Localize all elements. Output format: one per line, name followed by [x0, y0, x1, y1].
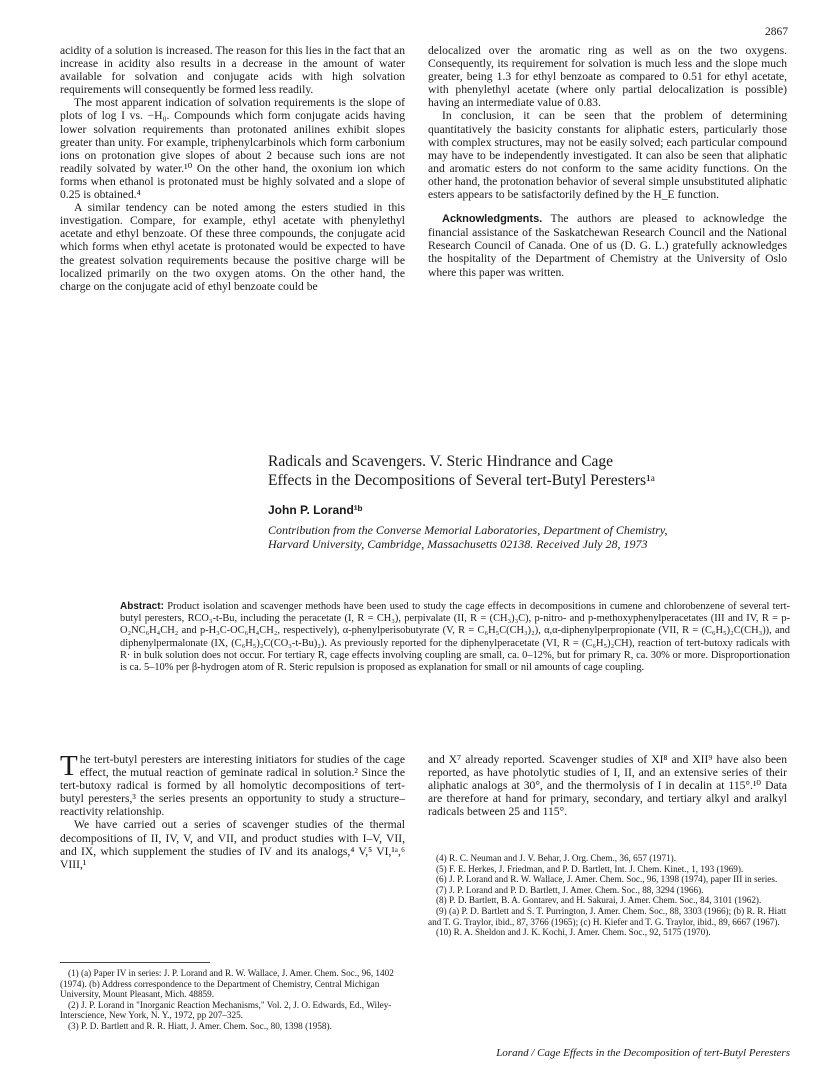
abstract-text: Product isolation and scavenger methods have been used to study the cage effects in decompositions in cumene and chlorobenzene of several tert-butyl peresters, RCO₃-t-Bu, including the peracetate (I, R = CH₃), perpivalate (II, R = (CH₃)₃C), p-nitro- and p-methoxyphenylperacetates (III and IV, R = p-O₂NC₆H₄CH₂ and p-H₃C-OC₆H₄CH₂, respectively), α-phenylperisobutyrate (V, R = C₆H₅C(CH₃)₂), α,α-diphenylperpropionate (VII, R = (C₆H₅)₂C(CH₃)), and diphenylpermalonate (IX, (C₆H₅)₂C(CO₃-t-Bu)₂). As previously reported for the diphenylperacetate (VI, R = (C₆H₅)₂CH), reaction of tert-butoxy radicals with R· in bulk solution does not occur. For tertiary R, cage effects involving coupling are small, ca. 0–12%, but for primary R, ca. 30% or more. Disproportionation is ca. 5–10% per β-hydrogen atom of R. Steric repulsion is proposed as explanation for small or nil amounts of cage coupling. — [120, 601, 790, 674]
acknowledgments-heading: Acknowledgments. — [442, 213, 543, 226]
abstract-heading: Abstract: — [120, 601, 164, 612]
footnote: (5) F. E. Herkes, J. Friedman, and P. D. Bartlett, Int. J. Chem. Kinet., 1, 193 (1969). — [436, 863, 744, 874]
affiliation-line-1: Contribution from the Converse Memorial Laboratories, Department of Chemistry, — [268, 523, 668, 537]
footnote-rule — [60, 962, 210, 963]
paragraph: and X⁷ already reported. Scavenger studies of XI⁸ and XII⁹ have also been reported, as have photolytic studies of I, II, and an extensive series of their aliphatic analogs at 30°, and the thermolysis of I in decalin at 115°.¹⁰ Data are therefore at hand for primary, secondary, and tertiary alkyl and aralkyl radicals between 25 and 115°. — [428, 753, 787, 819]
footnote: (3) P. D. Bartlett and R. R. Hiatt, J. Amer. Chem. Soc., 80, 1398 (1958). — [68, 1020, 332, 1031]
article-title — [268, 452, 788, 490]
footnote: (4) R. C. Neuman and J. V. Behar, J. Org. Chem., 36, 657 (1971). — [436, 853, 677, 863]
paragraph: A similar tendency can be noted among the esters studied in this investigation. Compare, for example, ethyl acetate with phenylethyl acetate and ethyl benzoate. Of these three compounds, the conjugate acid which forms when ethyl acetate is protonated would be expected to have the greatest solvation requirements because the positive charge will be localized primarily on the two oxygen atoms. On the other hand, the charge on the conjugate acid of ethyl benzoate could be — [60, 201, 405, 293]
page-number: 2867 — [765, 26, 788, 38]
footnote: (2) J. P. Lorand in "Inorganic Reaction Mechanisms," Vol. 2, J. O. Edwards, Ed., Wiley-Interscience, New York, N. Y., 1972, pp 207–325. — [60, 999, 392, 1021]
running-footer: Lorand / Cage Effects in the Decomposition of tert-Butyl Peresters — [496, 1047, 790, 1059]
footnotes-right — [428, 853, 787, 938]
author: John P. Lorand¹ᵇ — [268, 503, 363, 517]
paragraph: The most apparent indication of solvation requirements is the slope of plots of log I vs. −H₀. Compounds which form conjugate acids having lower solvation requirements than protonated anilines exhibit slopes greater than unity. For example, triphenylcarbinols which form carbonium ions on protonation give slopes of about 2 because such ions are not readily solvated by water.¹⁰ On the other hand, the oxonium ion which forms when ethanol is protonated must be highly solvated and a slope of 0.25 is obtained.⁴ — [60, 96, 405, 202]
affiliation-line-2: Harvard University, Cambridge, Massachusetts 02138. Received July 28, 1973 — [268, 537, 648, 551]
footnote: (7) J. P. Lorand and P. D. Bartlett, J. Amer. Chem. Soc., 88, 3294 (1966). — [436, 884, 704, 895]
title-line-1: Radicals and Scavengers. V. Steric Hindrance and Cage — [268, 453, 614, 470]
footnote: (8) P. D. Bartlett, B. A. Gontarev, and H. Sakurai, J. Amer. Chem. Soc., 84, 3101 (1962). — [436, 895, 762, 906]
body-right-column — [428, 753, 787, 818]
paragraph: We have carried out a series of scavenger studies of the thermal decompositions of II, IV, V, and VII, and product studies with I–V, VII, and IX, which supplement the studies of IV and its analogs,⁴ V,⁵ VI,¹ᵃ,⁶ VIII,¹ — [60, 818, 405, 871]
footnote: (9) (a) P. D. Bartlett and S. T. Purrington, J. Amer. Chem. Soc., 88, 3303 (1966); (b) R. R. Hiatt and T. G. Traylor, ibid., 87, 3766 (1965); (c) H. Kiefer and T. G. Traylor, ibid., 89, 6667 (1967). — [428, 905, 787, 927]
footnote: (10) R. A. Sheldon and J. K. Kochi, J. Amer. Chem. Soc., 92, 5175 (1970). — [436, 927, 711, 938]
drop-cap: T — [60, 750, 78, 782]
footnotes-left — [60, 962, 405, 1032]
abstract — [120, 601, 790, 674]
paragraph: acidity of a solution is increased. The reason for this lies in the fact that an increase in acidity also results in a decrease in the amount of water available for solvation and conjugate acids with high solvation requirements will consequently be formed less readily. — [60, 44, 405, 97]
affiliation — [268, 523, 788, 551]
paragraph: In conclusion, it can be seen that the problem of determining quantitatively the basicity constants for aliphatic esters, particularly those with complex structures, may not be easily solved; each particular compound may have to be independently investigated. It can also be seen that aliphatic and aromatic esters do not conform to the same acidity functions. On the other hand, the protonation behavior of several simple unsubstituted aliphatic esters appears to be satisfactorily defined by the H_E function. — [428, 109, 787, 202]
title-line-2: Effects in the Decompositions of Several tert-Butyl Peresters¹ᵃ — [268, 472, 655, 489]
body-left-column — [60, 750, 405, 871]
footnote: (6) J. P. Lorand and R. W. Wallace, J. Amer. Chem. Soc., 96, 1398 (1974), paper III in series. — [436, 874, 778, 885]
acknowledgments — [428, 212, 787, 278]
footnote: (1) (a) Paper IV in series: J. P. Lorand and R. W. Wallace, J. Amer. Chem. Soc., 96, 1402 (1974). (b) Address correspondence to the Department of Chemistry, Central Michigan University, Mount Pleasant, Mich. 48859. — [60, 968, 394, 1000]
footnote-list — [60, 968, 405, 1032]
top-right-column — [428, 44, 787, 279]
paragraph: he tert-butyl peresters are interesting initiators for studies of the cage effect, the mutual reaction of geminate radical in solution.² Since the tert-butoxy radical is formed by all homolytic decompositions of tert-butyl peresters,³ the series presents an opportunity to study a structure–reactivity relationship. — [60, 753, 405, 819]
top-left-column — [60, 44, 405, 293]
paragraph: delocalized over the aromatic ring as well as on the two oxygens. Consequently, its requirement for solvation is much less and the slope much greater, being 1.3 for ethyl benzoate as compared to 0.51 for ethyl acetate, with phenylethyl acetate (where only partial delocalization is possible) having an intermediate value of 0.83. — [428, 44, 787, 110]
acknowledgments-text: The authors are pleased to acknowledge the financial assistance of the Saskatchewan Research Council and the National Research Council of Canada. One of us (D. G. L.) gratefully acknowledges the hospitality of the Department of Chemistry at the University of Oslo where this paper was written. — [428, 212, 787, 279]
